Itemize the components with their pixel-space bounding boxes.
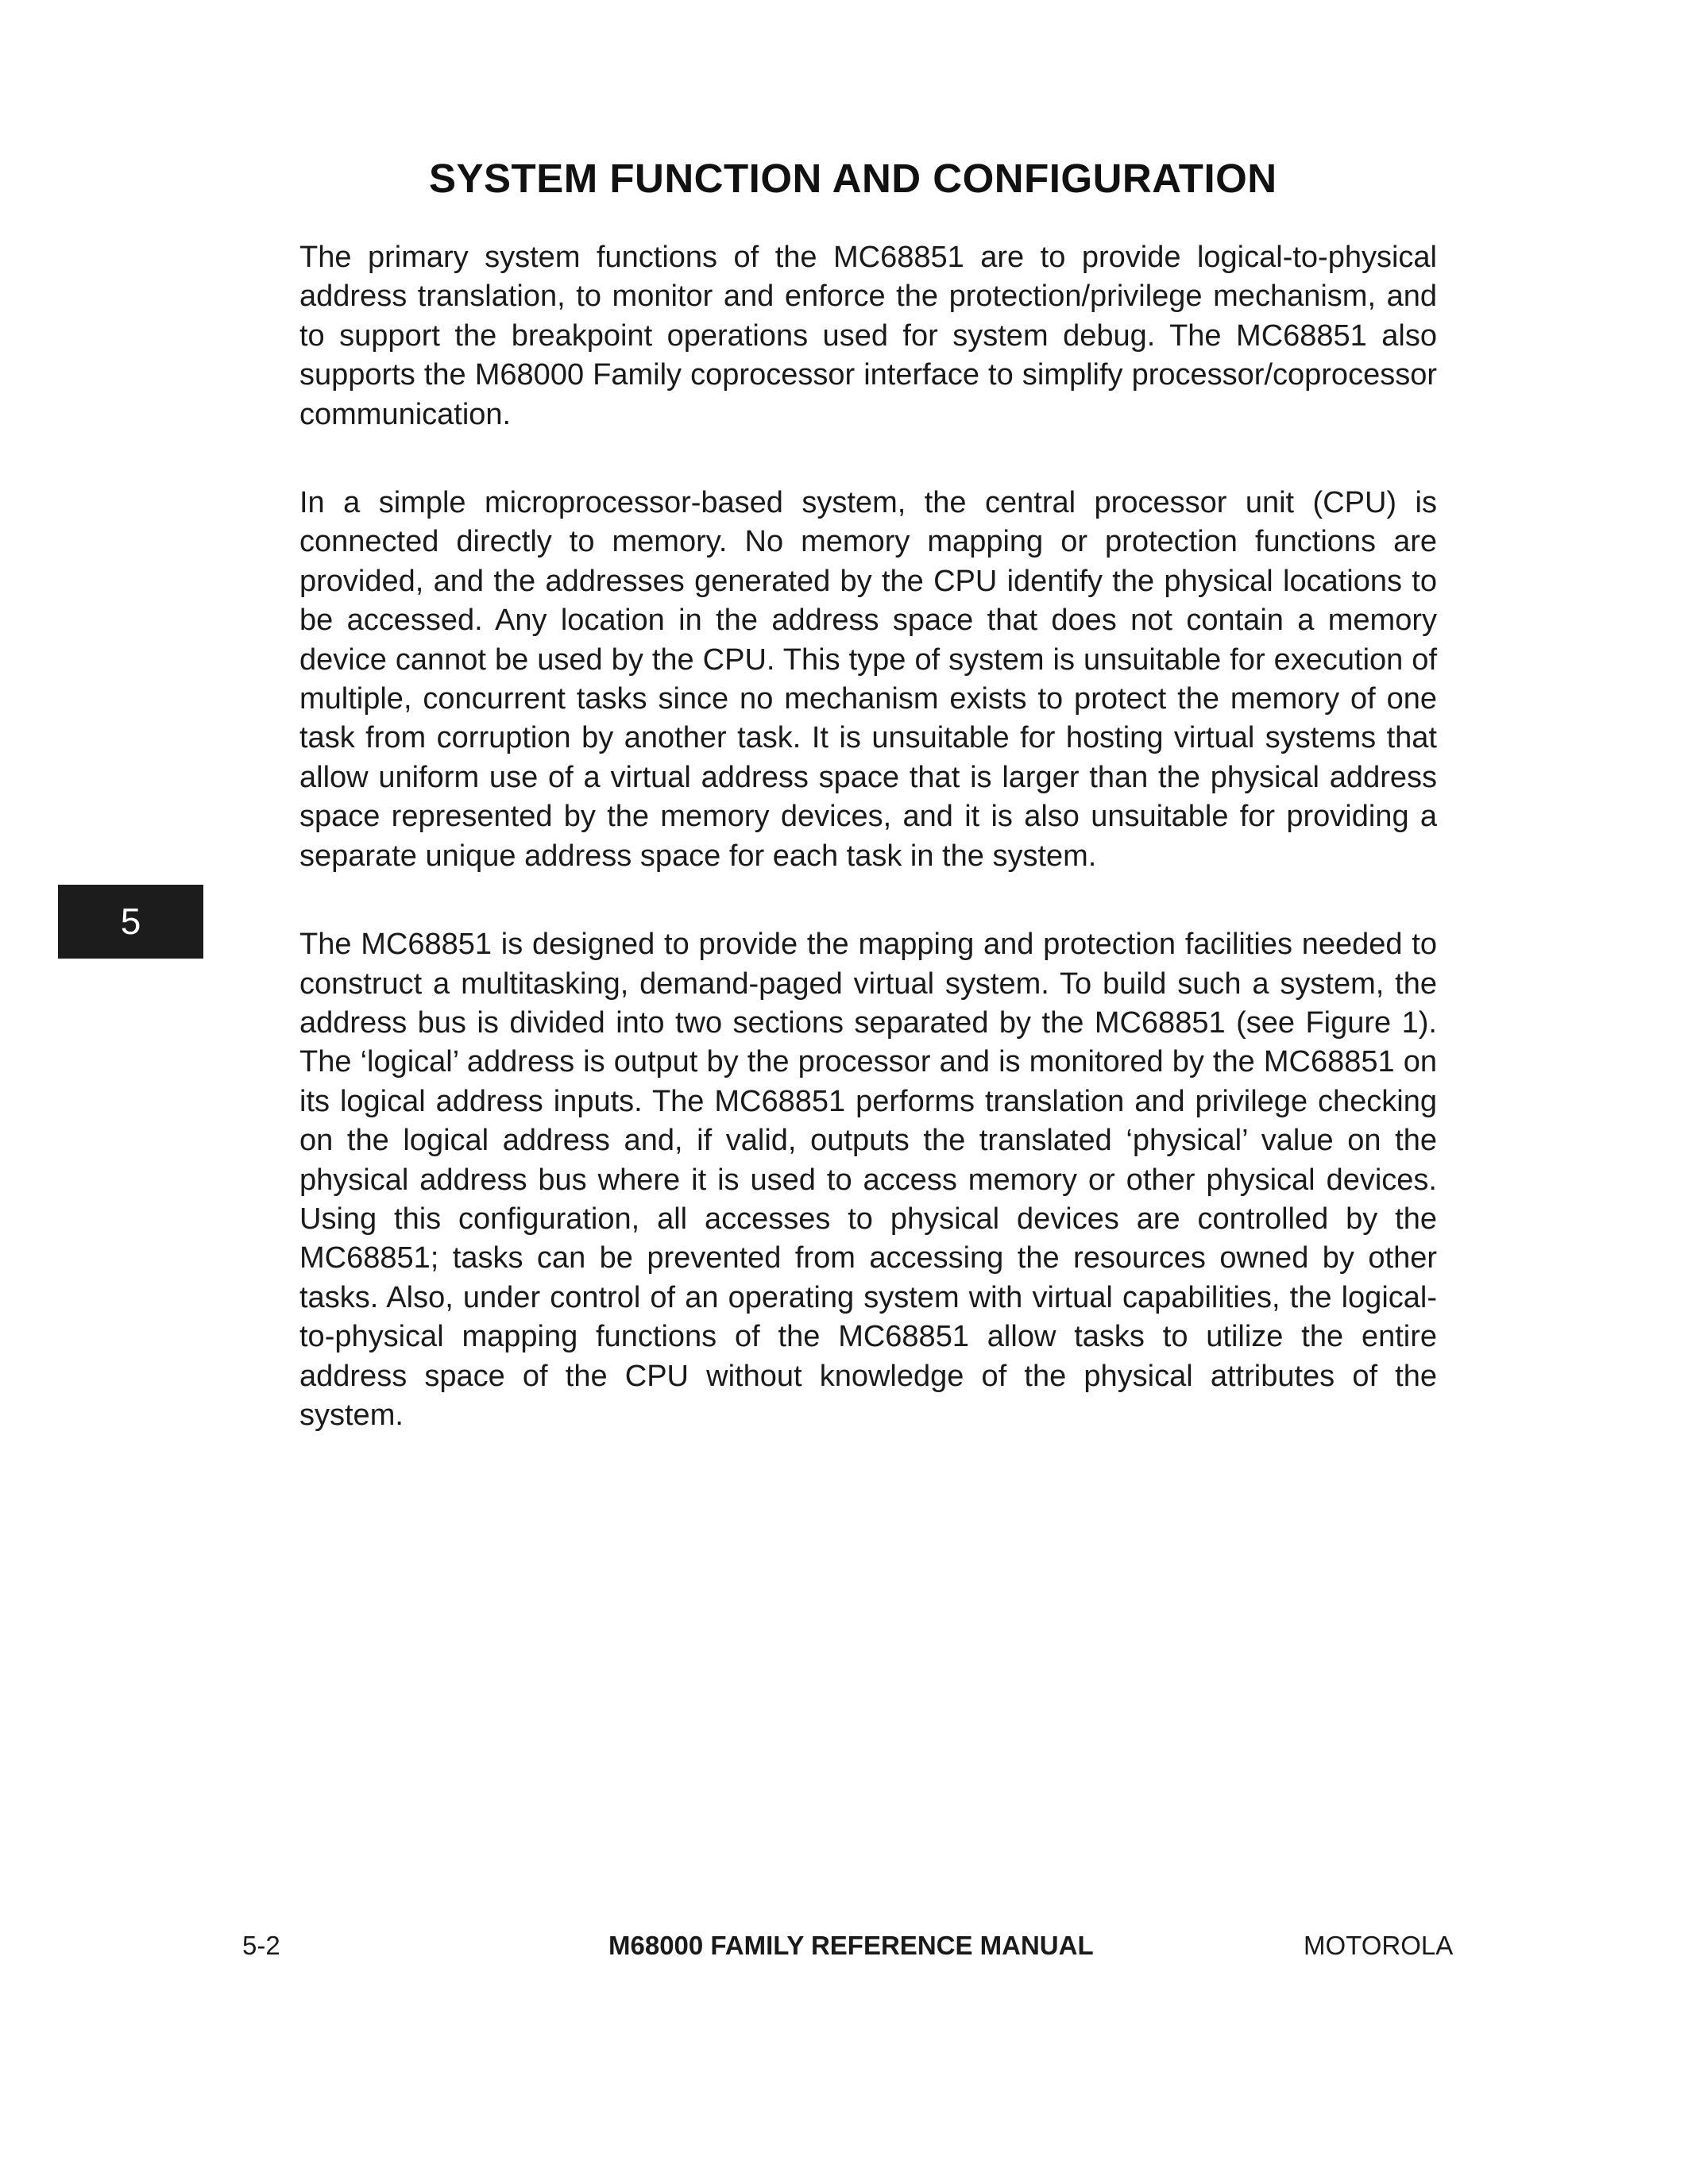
- body-text: [299, 238, 1437, 1484]
- page-title: SYSTEM FUNCTION AND CONFIGURATION: [429, 156, 1277, 201]
- footer-manual-title: M68000 FAMILY REFERENCE MANUAL: [608, 1931, 1094, 1960]
- chapter-tab: 5: [58, 885, 203, 959]
- footer-company: MOTOROLA: [1304, 1931, 1454, 1960]
- paragraph-mc68851-design: The MC68851 is designed to provide the mapping and protection facilities needed to construct a multitasking, demand-paged virtual system. To build such a system, the address bus is divided into two sections separated by the MC68851 (see Figure 1). The ‘logical’ address is output by the processor and is monitored by the MC68851 on its logical address inputs. The MC68851 performs translation and privilege checking on the logical address and, if valid, outputs the translated ‘physical’ value on the physical address bus where it is used to access memory or other physical devices. Using this configuration, all accesses to physical devices are controlled by the MC68851; tasks can be prevented from accessing the resources owned by other tasks. Also, under control of an operating system with virtual capabilities, the logical-to-physical mapping functions of the MC68851 allow tasks to utilize the entire address space of the CPU without knowledge of the physical attributes of the system.: [299, 928, 1437, 1432]
- footer-page-number: 5-2: [242, 1931, 280, 1960]
- paragraph-simple-system: In a simple microprocessor-based system, the central processor unit (CPU) is connected directly to memory. No memory mapping or protection functions are provided, and the addresses generated by the CPU identify the physical locations to be accessed. Any location in the address space that does not contain a memory device cannot be used by the CPU. This type of system is unsuitable for execution of multiple, concurrent tasks since no mechanism exists to protect the memory of one task from corruption by another task. It is unsuitable for hosting virtual systems that allow uniform use of a virtual address space that is larger than the physical address space represented by the memory devices, and it is also unsuitable for providing a separate unique address space for each task in the system.: [299, 486, 1437, 873]
- paragraph-system-functions: The primary system functions of the MC68851 are to provide logical-to-physical address translation, to monitor and enforce the protection/privilege mechanism, and to support the breakpoint operations used for system debug. The MC68851 also supports the M68000 Family coprocessor interface to simplify processor/coprocessor communication.: [299, 241, 1437, 431]
